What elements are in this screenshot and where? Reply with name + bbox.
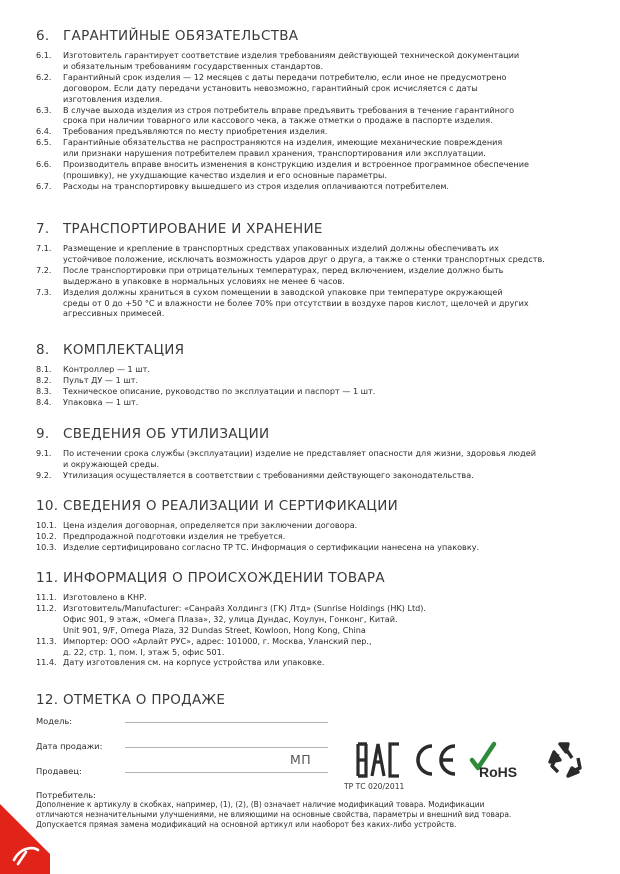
item-number: 8.2. (36, 374, 52, 385)
section-number: 7. (36, 221, 50, 237)
item-number: 6.5. (36, 137, 52, 148)
item-text: Размещение и крепление в транспортных средствах упакованных изделий должны обеспечивать их устойчивое положение, исключать возможность ударов друг о друга, а также о стенки транспортных средств. (63, 243, 545, 264)
item-text: Утилизация осуществляется в соответствии с требованиями действующего законодательства. (63, 469, 474, 480)
item-number: 11.2. (36, 602, 57, 613)
list-item (36, 542, 596, 553)
item-number: 8.3. (36, 385, 52, 396)
section-number: 12. (36, 692, 59, 708)
list-item (36, 603, 596, 636)
item-text: Изготовитель гарантирует соответствие изделия требованиям действующей технической документации и обязательным требованиям государственных стандартов. (63, 50, 520, 71)
tr-ts-label: ТР ТС 020/2011 (344, 782, 405, 791)
item-number: 7.1. (36, 243, 52, 253)
item-number: 6.1. (36, 50, 52, 60)
item-text: Гарантийные обязательства не распространяются на изделия, имеющие механические повреждения или признаки нарушения потребителем правил хранения, транспортирования или эксплуатации. (63, 137, 503, 159)
list-item (36, 386, 596, 397)
seller-label: Продавец: (36, 766, 82, 776)
item-number: 9.2. (36, 469, 52, 480)
section-origin (36, 570, 596, 668)
section-sale-mark (36, 692, 596, 708)
list-item (36, 448, 596, 470)
list-item (36, 126, 596, 137)
list-item (36, 243, 596, 265)
item-text: Производитель вправе вносить изменения в конструкцию изделия и встроенное программное обеспечение (прошивку), не ухудшающие качество изделия и его основные параметры. (63, 159, 529, 180)
item-number: 11.4. (36, 657, 57, 668)
brand-corner-logo (0, 804, 50, 874)
item-number: 6.7. (36, 180, 52, 191)
item-text: Импортер: ООО «Арлайт РУС», адрес: 101000, г. Москва, Уланский пер., д. 22, стр. 1, пом. I, этаж 5, офис 501. (63, 635, 372, 657)
list-item (36, 265, 596, 287)
list-item (36, 72, 596, 105)
item-text: Изготовлено в КНР. (63, 592, 147, 602)
list-item (36, 592, 596, 603)
section-heading (36, 221, 596, 237)
buyer-label: Потребитель: (36, 790, 96, 800)
item-number: 7.3. (36, 286, 52, 297)
section-title: КОМПЛЕКТАЦИЯ (63, 342, 185, 358)
section-title: СВЕДЕНИЯ О РЕАЛИЗАЦИИ И СЕРТИФИКАЦИИ (63, 498, 398, 514)
item-number: 10.2. (36, 530, 57, 541)
item-text: В случае выхода изделия из строя потребитель вправе предъявить требования в течение гарантийного срока при наличии товарного или кассового чека, а также отметки о продаже в паспорте изделия. (63, 104, 515, 126)
list-item (36, 636, 596, 658)
section-number: 9. (36, 426, 50, 442)
section-heading (36, 28, 596, 44)
item-number: 8.4. (36, 396, 52, 407)
ce-mark-icon (418, 746, 455, 774)
list-item (36, 287, 596, 320)
stamp-place-label: МП (290, 752, 312, 767)
item-number: 8.1. (36, 364, 52, 374)
section-disposal (36, 426, 596, 481)
list-item (36, 470, 596, 481)
item-text: После транспортировки при отрицательных температурах, перед включением, изделие должно быть выдержано в упаковке в нормальных условиях не менее 6 часов. (63, 264, 504, 286)
list-item (36, 520, 596, 531)
item-number: 10.3. (36, 541, 57, 552)
rohs-mark-icon (472, 744, 517, 780)
item-number: 10.1. (36, 520, 57, 530)
item-text: Цена изделия договорная, определяется при заключении договора. (63, 520, 358, 530)
item-text: Упаковка — 1 шт. (63, 396, 139, 407)
item-number: 11.1. (36, 592, 57, 602)
section-title: ОТМЕТКА О ПРОДАЖЕ (63, 692, 226, 708)
item-text: Гарантийный срок изделия — 12 месяцев с даты передачи потребителю, если иное не предусмотрено договором. Если дату передачи установить невозможно, гарантийный срок исчисляется с даты изготовления изделия. (63, 71, 507, 104)
list-item (36, 397, 596, 408)
list-item (36, 181, 596, 192)
recycle-icon (550, 744, 580, 776)
section-heading (36, 498, 596, 514)
list-item (36, 159, 596, 181)
section-title: ТРАНСПОРТИРОВАНИЕ И ХРАНЕНИЕ (63, 221, 323, 237)
list-item (36, 364, 596, 375)
section-number: 10. (36, 498, 59, 514)
item-text: Изделие сертифицировано согласно ТР ТС. Информация о сертификации нанесена на упаковку. (63, 541, 480, 552)
rohs-text: RoHS (479, 764, 518, 780)
item-text: Изделия должны храниться в сухом помещении в заводской упаковке при температуре окружающей среды от 0 до +50 °С и влажности не более 70% при отсутствии в воздухе паров кислот, щелочей и других агрессивных примесей. (63, 286, 529, 319)
sale-date-field-line[interactable] (125, 747, 328, 748)
item-text: Дату изготовления см. на корпусе устройства или упаковке. (63, 657, 325, 668)
list-item (36, 657, 596, 668)
list-item (36, 105, 596, 127)
item-number: 9.1. (36, 448, 52, 458)
model-label: Модель: (36, 716, 73, 726)
list-item (36, 375, 596, 386)
sale-date-label: Дата продажи: (36, 741, 103, 751)
section-heading (36, 426, 596, 442)
section-heading (36, 570, 596, 586)
list-item (36, 531, 596, 542)
seller-field-line[interactable] (125, 772, 328, 773)
item-text: Контроллер — 1 шт. (63, 364, 150, 374)
item-number: 7.2. (36, 264, 52, 275)
item-text: Расходы на транспортировку вышедшего из строя изделия оплачиваются потребителем. (63, 180, 450, 191)
model-field-line[interactable] (125, 722, 328, 723)
item-text: Пульт ДУ — 1 шт. (63, 374, 139, 385)
item-number: 6.2. (36, 71, 52, 82)
section-number: 8. (36, 342, 50, 358)
list-item (36, 137, 596, 159)
section-number: 11. (36, 570, 59, 586)
item-number: 6.3. (36, 104, 52, 115)
certification-marks (354, 738, 594, 788)
section-warranty (36, 28, 596, 192)
section-title: ГАРАНТИЙНЫЕ ОБЯЗАТЕЛЬСТВА (63, 28, 299, 44)
item-text: По истечении срока службы (эксплуатации) изделие не представляет опасности для жизни, здоровья людей и окружающей среды. (63, 448, 536, 469)
section-number: 6. (36, 28, 50, 44)
section-title: СВЕДЕНИЯ ОБ УТИЛИЗАЦИИ (63, 426, 270, 442)
item-text: Требования предъявляются по месту приобретения изделия. (63, 126, 328, 137)
item-text: Изготовитель/Manufacturer: «Санрайз Холдингз (ГК) Лтд» (Sunrise Holdings (HK) Ltd). Офис 901, 9 этаж, «Омега Плаза», 32, улица Дундас, Коулун, Гонконг, Китай. Unit 901, 9/F, Omega Plaza, 32 Dundas Street, Kowloon, Hong Kong, China (63, 602, 426, 635)
list-item (36, 50, 596, 72)
item-text: Техническое описание, руководство по эксплуатации и паспорт — 1 шт. (63, 385, 376, 396)
item-number: 11.3. (36, 635, 57, 646)
section-heading (36, 692, 596, 708)
item-number: 6.6. (36, 159, 52, 170)
modification-footnote: Дополнение к артикулу в скобках, например, (1), (2), (B) означает наличие модификаций товара. Модификации отличаются незначительными улучшениями, не влияющими на основные свойства, параметры и внешний вид товара. Допускается прямая замена модификаций на основной артикул или наоборот без каких-либо устройств. (36, 800, 512, 829)
section-package-contents (36, 342, 596, 408)
eac-mark-icon (358, 744, 399, 776)
section-title: ИНФОРМАЦИЯ О ПРОИСХОЖДЕНИИ ТОВАРА (63, 570, 385, 586)
section-sales-certification (36, 498, 596, 553)
item-text: Предпродажной подготовки изделия не требуется. (63, 530, 286, 541)
item-number: 6.4. (36, 126, 52, 137)
section-heading (36, 342, 596, 358)
section-transport-storage (36, 221, 596, 319)
